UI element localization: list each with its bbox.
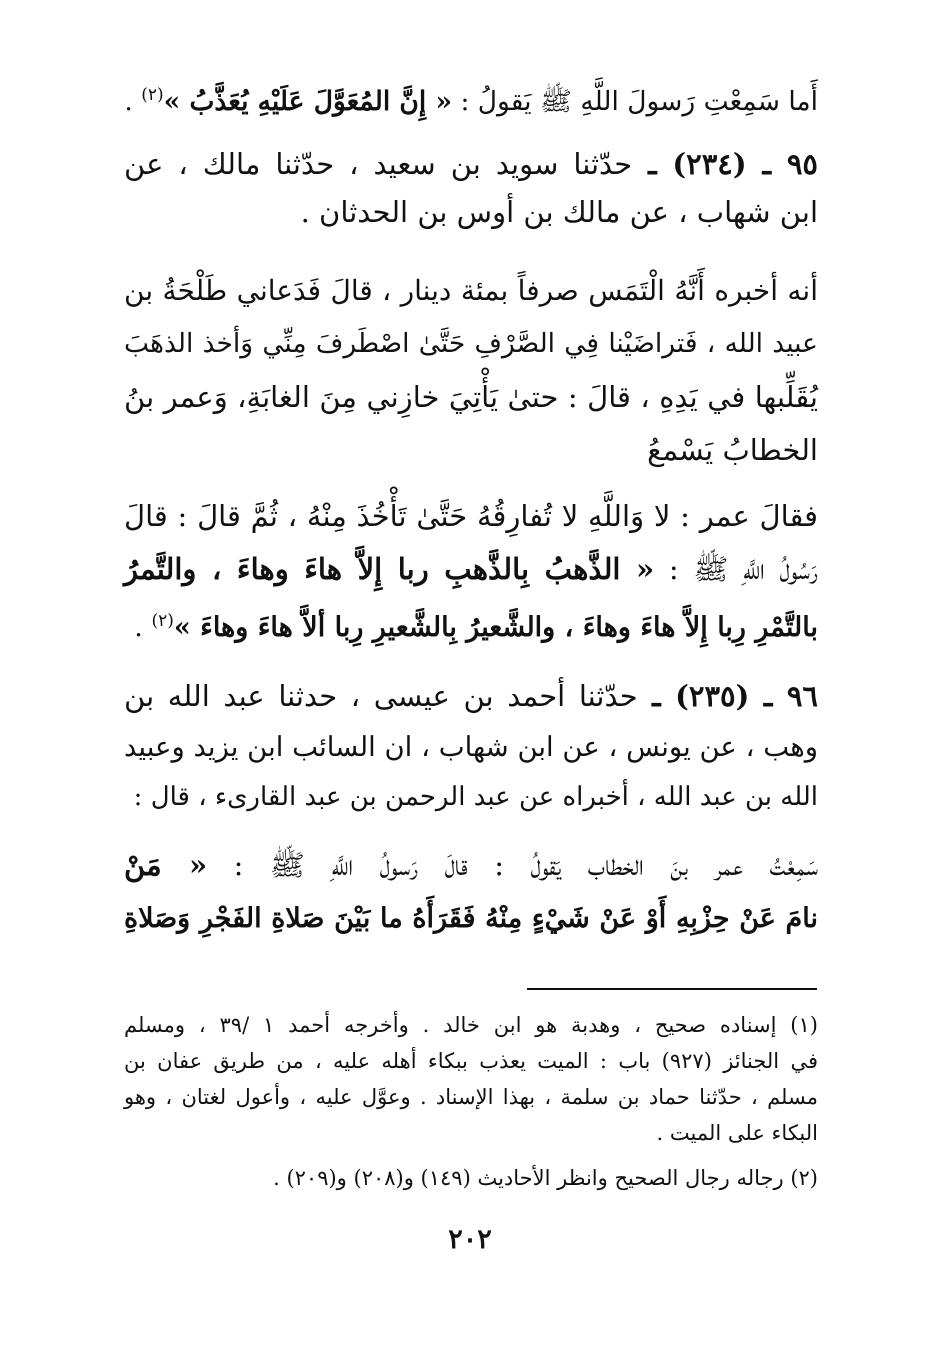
prophetic-quote: « إِنَّ المُعَوَّلَ عَلَيْهِ يُعَذَّبُ » xyxy=(163,85,453,117)
body-line xyxy=(124,890,818,948)
body-text: يُقَلِّبها في يَدِهِ ، قالَ : حتىٰ يَأْتِيَ خازِني مِنَ الغابَةِ، وَعمر بنُ xyxy=(124,380,818,414)
footnote-1-line xyxy=(124,1043,818,1079)
body-text: أنه أخبره أَنَّهُ الْتَمَس صرفاً بمئة دينار ، قالَ فَدَعاني طَلْحَةُ بن xyxy=(124,274,818,307)
footnote-text: البكاء على الميت . xyxy=(656,1121,818,1145)
footnote-marker: (٢) xyxy=(141,85,164,105)
footnote-marker: (٢) xyxy=(151,611,174,631)
isnad-text: حدّثنا سويد بن سعيد ، حدّثنا مالك ، عن xyxy=(124,147,633,181)
isnad-text: وهب ، عن يونس ، عن ابن شهاب ، ان السائب ابن يزيد وعبيد xyxy=(124,731,818,763)
footnote-1-line xyxy=(124,1079,818,1115)
isnad-text: حدّثنا أحمد بن عيسى ، حدثنا عبد الله بن xyxy=(124,679,638,713)
footnote-1 xyxy=(124,1007,818,1043)
punctuation: . xyxy=(124,85,142,117)
body-text: أَما سَمِعْتِ رَسولَ اللَّهِ ﷺ يَقولُ : xyxy=(452,85,818,117)
prophetic-quote: بالتَّمْرِ رِبا إِلاَّ هاءَ وهاءَ ، والشَّعيرُ بِالشَّعيرِ رِبا ألاَّ هاءَ وهاءَ » xyxy=(173,612,818,643)
page-number: ٢٠٢ xyxy=(448,1224,492,1255)
body-line xyxy=(124,836,818,894)
prophetic-quote: نامَ عَنْ حِزْبِهِ أَوْ عَنْ شَيْءٍ مِنْهُ فَقَرَأَهُ ما بَيْنَ صَلاةِ الفَجْرِ وَصَلاةِ xyxy=(124,903,818,934)
body-line xyxy=(124,540,818,598)
punctuation: . xyxy=(134,612,152,643)
hadith-number: ٩٥ ـ (٢٣٤) ـ xyxy=(632,147,818,181)
body-line xyxy=(124,421,818,479)
footnote-separator xyxy=(527,988,817,990)
body-line xyxy=(124,768,818,826)
footnote-text: مسلم ، حدّثنا حماد بن سلمة ، بهذا الإسناد . وعوَّل عليه ، وأعول لغتان ، وهو xyxy=(124,1085,818,1109)
footnote-text: (١) إسناده صحيح ، وهدبة هو ابن خالد . وأخرجه أحمد ١ /٣٩ ، ومسلم xyxy=(124,1013,818,1037)
body-line xyxy=(124,183,818,241)
body-text: فقالَ عمر : لا وَاللَّهِ لا تُفارِقُهُ حَتَّىٰ تَأْخُذَ مِنْهُ ، ثُمَّ قالَ : قالَ xyxy=(124,499,818,533)
footnote-2 xyxy=(124,1160,818,1196)
body-line xyxy=(124,262,818,320)
prophetic-quote: « مَنْ xyxy=(124,848,208,882)
body-line xyxy=(124,592,818,657)
body-line xyxy=(124,487,818,545)
isnad-text: الله بن عبد الله ، أخبراه عن عبد الرحمن بن عبد القارىء ، قال : xyxy=(133,782,818,812)
body-text: الخطابُ يَسْمعُ xyxy=(647,433,818,467)
hadith-number: ٩٦ ـ (٢٣٥) ـ xyxy=(637,679,818,713)
footnote-text: (٢) رجاله رجال الصحيح وانظر الأحاديث (١٤٩) و(٢٠٨) و(٢٠٩) . xyxy=(273,1166,818,1190)
body-line xyxy=(124,368,818,426)
body-text: رَسُولُ اللَّهِ ﷺ : xyxy=(654,552,818,586)
footnote-text: في الجنائز (٩٢٧) باب : الميت يعذب ببكاء أهله عليه ، من طريق عفان بن xyxy=(124,1049,818,1073)
isnad-text: ابن شهاب ، عن مالك بن أوس بن الحدثان . xyxy=(300,195,818,229)
body-text: عبيد الله ، فَتراضَيْنا فِي الصَّرْفِ حَتَّىٰ اصْطَرفَ مِنِّي وَأخذ الذهَبَ xyxy=(124,328,818,359)
footnote-1-line xyxy=(124,1115,818,1151)
hadith-header-96 xyxy=(124,667,818,725)
body-text: سَمِعْتُ عمر بنَ الخطاب يَقولُ : قالَ رَسولُ اللَّهِ ﷺ : xyxy=(207,848,818,882)
prophetic-quote: « الذَّهبُ بِالذَّهبِ ربا إِلاَّ هاءَ وهاءَ ، والتَّمرُ xyxy=(124,552,655,586)
body-line xyxy=(124,66,818,131)
body-line xyxy=(124,315,818,373)
